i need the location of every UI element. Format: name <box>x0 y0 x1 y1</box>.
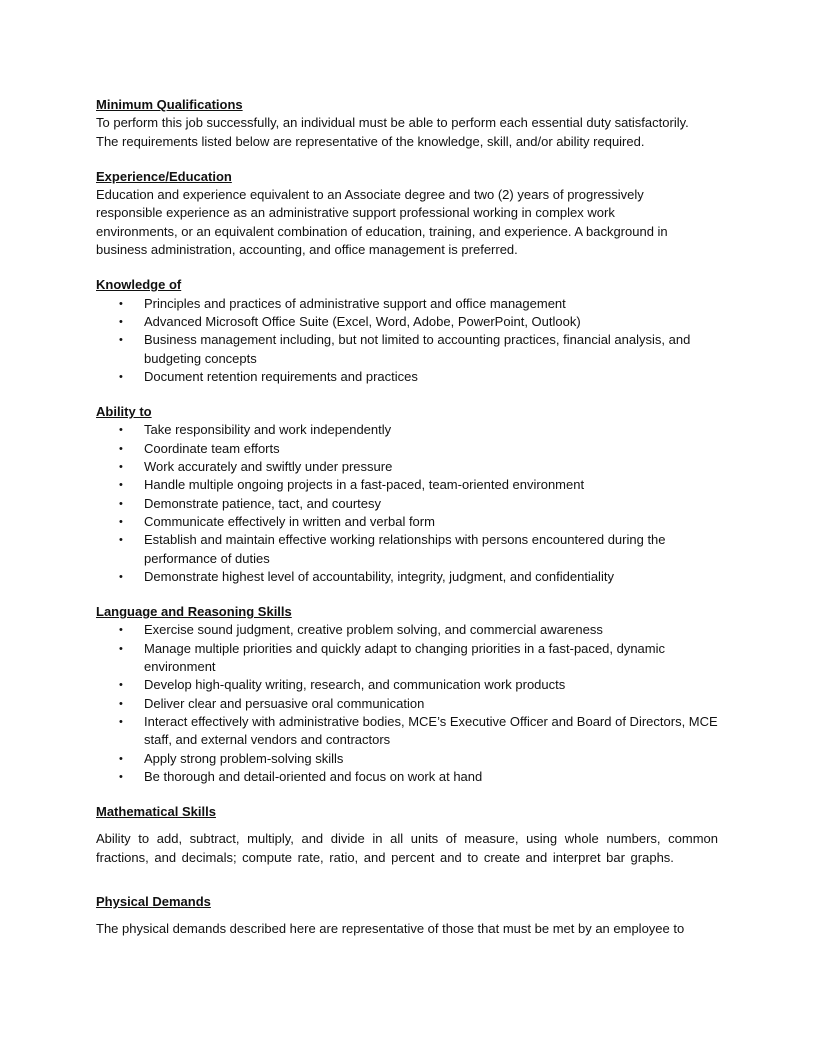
section-heading-knowledge-of: Knowledge of <box>96 277 182 293</box>
section-heading-experience-education: Experience/Education <box>96 168 232 184</box>
list-item <box>96 368 718 386</box>
bullet-icon: • <box>119 515 123 528</box>
ability-to-list <box>96 421 718 586</box>
list-item-text: Document retention requirements and practices <box>144 368 418 384</box>
list-item-text: Work accurately and swiftly under pressure <box>144 459 393 475</box>
list-item <box>96 421 718 439</box>
experience-education-line-1: Education and experience equivalent to an Associate degree and two (2) years of progressively <box>96 187 644 203</box>
minimum-qualifications-line-1: To perform this job successfully, an individual must be able to perform each essential duty satisfactorily. <box>96 115 689 131</box>
list-item-text: Principles and practices of administrative support and office management <box>144 295 566 311</box>
bullet-icon: • <box>119 697 123 710</box>
section-heading-minimum-qualifications: Minimum Qualifications <box>96 97 243 112</box>
list-item <box>96 568 718 586</box>
experience-education-line-2: responsible experience as an administrative support professional working in complex work <box>96 205 615 221</box>
document-page <box>96 96 718 939</box>
bullet-icon: • <box>119 715 123 728</box>
bullet-icon: • <box>119 642 123 655</box>
list-item <box>96 513 718 531</box>
bullet-icon: • <box>119 370 123 383</box>
list-item-text: Demonstrate patience, tact, and courtesy <box>144 495 382 511</box>
bullet-icon: • <box>119 497 123 510</box>
list-item <box>96 531 718 568</box>
section-heading-language-reasoning: Language and Reasoning Skills <box>96 604 292 620</box>
minimum-qualifications-line-2: The requirements listed below are representative of the knowledge, skill, and/or ability required. <box>96 133 645 149</box>
list-item <box>96 331 718 368</box>
mathematical-skills-body: Ability to add, subtract, multiply, and divide in all units of measure, using whole numbers, common fractions, and decimals; compute rate, ratio, and percent and to create and interpret bar graphs. <box>96 831 718 865</box>
bullet-icon: • <box>119 679 123 692</box>
experience-education-line-3: environments, or an equivalent combination of education, training, and experience. A background in <box>96 223 668 239</box>
list-item <box>96 676 718 694</box>
list-item <box>96 768 718 786</box>
language-reasoning-list <box>96 621 718 786</box>
list-item-text: Develop high-quality writing, research, and communication work products <box>144 677 566 693</box>
list-item-text: Handle multiple ongoing projects in a fast-paced, team-oriented environment <box>144 477 585 493</box>
list-item-text: Communicate effectively in written and verbal form <box>144 513 435 529</box>
list-item-text: Advanced Microsoft Office Suite (Excel, Word, Adobe, PowerPoint, Outlook) <box>144 313 581 329</box>
bullet-icon: • <box>119 479 123 492</box>
list-item <box>96 495 718 513</box>
physical-demands-body: The physical demands described here are representative of those that must be met by an employee to <box>96 921 685 937</box>
bullet-icon: • <box>119 315 123 328</box>
list-item <box>96 295 718 313</box>
experience-education-line-4: business administration, accounting, and office management is preferred. <box>96 242 518 258</box>
list-item-text: Manage multiple priorities and quickly adapt to changing priorities in a fast-paced, dynamic environment <box>144 640 666 675</box>
list-item-text: Demonstrate highest level of accountability, integrity, judgment, and confidentiality <box>144 568 614 584</box>
list-item <box>96 313 718 331</box>
list-item <box>96 750 718 768</box>
bullet-icon: • <box>119 570 123 583</box>
list-item <box>96 458 718 476</box>
list-item-text: Exercise sound judgment, creative problem solving, and commercial awareness <box>144 622 603 638</box>
bullet-icon: • <box>119 334 123 347</box>
list-item <box>96 713 718 750</box>
knowledge-of-list <box>96 295 718 386</box>
bullet-icon: • <box>119 534 123 547</box>
bullet-icon: • <box>119 461 123 474</box>
list-item <box>96 440 718 458</box>
list-item-text: Interact effectively with administrative bodies, MCE’s Executive Officer and Board of Directors, MCE staff, and external vendors and contractors <box>144 713 718 748</box>
section-heading-mathematical-skills: Mathematical Skills <box>96 804 216 820</box>
list-item-text: Apply strong problem-solving skills <box>144 750 344 766</box>
list-item-text: Establish and maintain effective working relationships with persons encountered during the performance of duties <box>144 532 666 566</box>
list-item-text: Take responsibility and work independently <box>144 422 392 438</box>
list-item <box>96 695 718 713</box>
list-item-text: Be thorough and detail-oriented and focus on work at hand <box>144 768 483 784</box>
list-item-text: Deliver clear and persuasive oral communication <box>144 695 425 711</box>
bullet-icon: • <box>119 297 123 310</box>
bullet-icon: • <box>119 424 123 437</box>
bullet-icon: • <box>119 752 123 765</box>
list-item-text: Business management including, but not limited to accounting practices, financial analysis, and budgeting concepts <box>144 332 691 366</box>
bullet-icon: • <box>119 770 123 783</box>
bullet-icon: • <box>119 442 123 455</box>
list-item <box>96 621 718 639</box>
list-item-text: Coordinate team efforts <box>144 440 280 456</box>
bullet-icon: • <box>119 624 123 637</box>
section-heading-ability-to: Ability to <box>96 404 152 420</box>
list-item <box>96 640 718 677</box>
list-item <box>96 476 718 494</box>
section-heading-physical-demands: Physical Demands <box>96 893 211 909</box>
